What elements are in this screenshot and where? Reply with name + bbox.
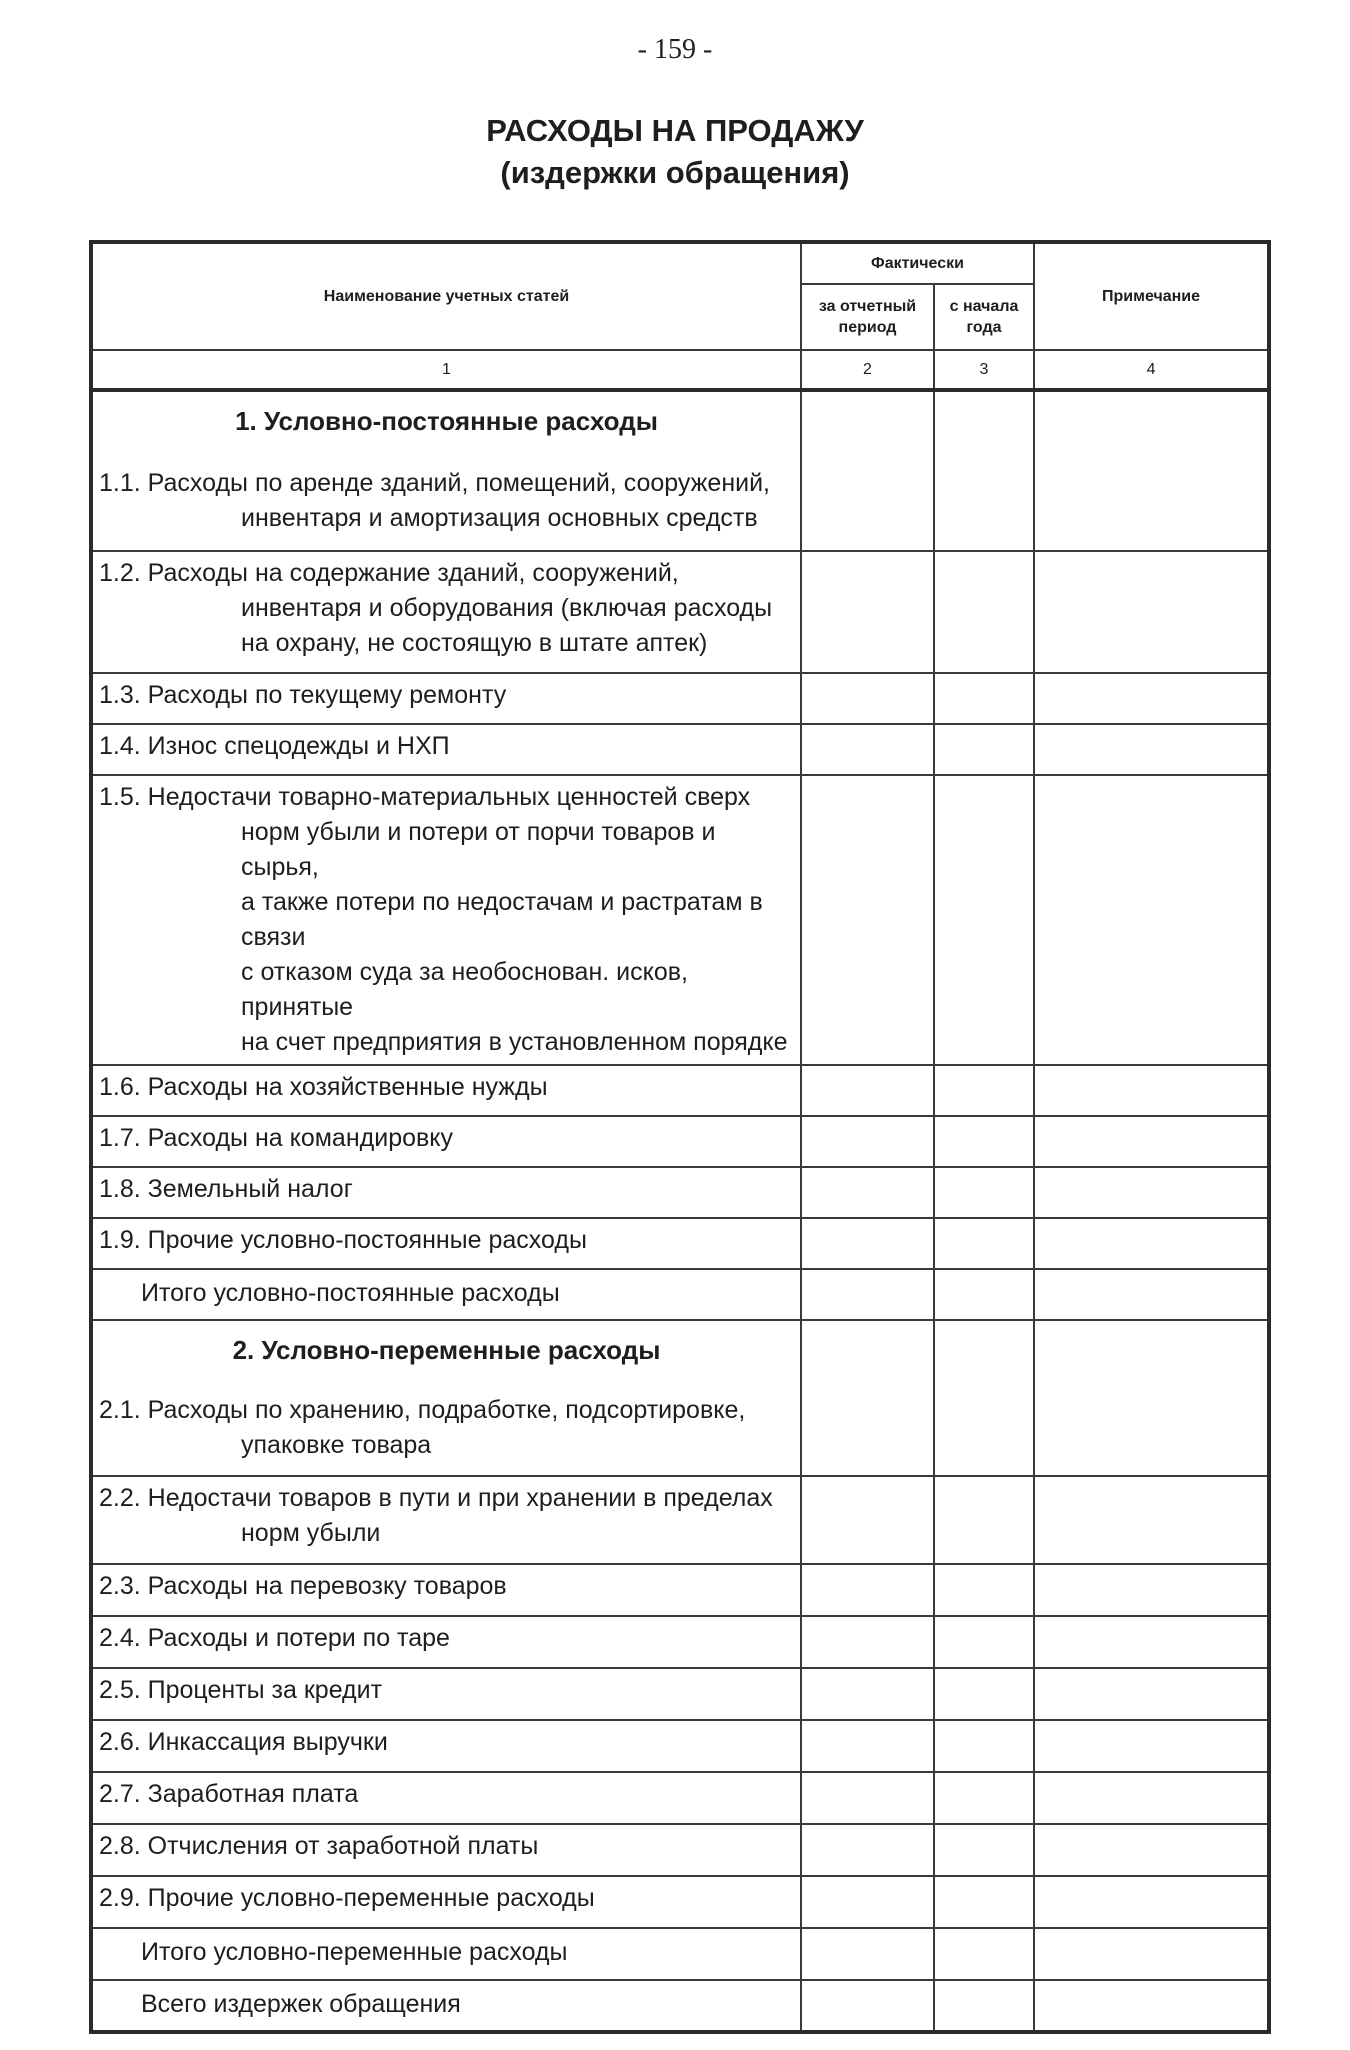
period-cell xyxy=(801,1772,934,1824)
section-1-row xyxy=(91,390,1269,551)
period-cell xyxy=(801,551,934,673)
note-cell xyxy=(1034,1065,1269,1116)
period-cell xyxy=(801,1720,934,1772)
note-cell xyxy=(1034,1116,1269,1167)
note-cell xyxy=(1034,1564,1269,1616)
period-cell xyxy=(801,1616,934,1668)
item-2-3: 2.3. Расходы на перевозку товаров xyxy=(91,1564,801,1616)
header-item-name: Наименование учетных статей xyxy=(91,242,801,350)
header-period: за отчетный период xyxy=(801,284,934,350)
column-number: 2 xyxy=(801,350,934,390)
table-row xyxy=(91,1772,1269,1824)
note-cell xyxy=(1034,673,1269,724)
period-cell xyxy=(801,1269,934,1320)
item-2-7: 2.7. Заработная плата xyxy=(91,1772,801,1824)
title-line-2: (издержки обращения) xyxy=(500,155,850,190)
item-2-6: 2.6. Инкассация выручки xyxy=(91,1720,801,1772)
item-2-1: 2.1. Расходы по хранению, подработке, подсортировке, упаковке товара xyxy=(99,1396,746,1459)
note-cell xyxy=(1034,1720,1269,1772)
note-cell xyxy=(1034,551,1269,673)
year-cell xyxy=(934,673,1034,724)
table-row-total xyxy=(91,1269,1269,1320)
period-cell xyxy=(801,1065,934,1116)
year-cell xyxy=(934,1167,1034,1218)
item-1-8: 1.8. Земельный налог xyxy=(91,1167,801,1218)
period-cell xyxy=(801,1564,934,1616)
year-cell xyxy=(934,724,1034,775)
year-cell xyxy=(934,1476,1034,1564)
column-number-row xyxy=(91,350,1269,390)
year-cell xyxy=(934,1218,1034,1269)
note-cell xyxy=(1034,1616,1269,1668)
period-cell xyxy=(801,775,934,1065)
section-1-cell xyxy=(91,390,801,551)
note-cell xyxy=(1034,724,1269,775)
year-cell xyxy=(934,1876,1034,1928)
year-cell xyxy=(934,1720,1034,1772)
table-row xyxy=(91,1065,1269,1116)
title-line-1: РАСХОДЫ НА ПРОДАЖУ xyxy=(486,113,864,148)
year-cell xyxy=(934,1564,1034,1616)
period-cell xyxy=(801,1218,934,1269)
table-row xyxy=(91,1564,1269,1616)
expense-table xyxy=(89,240,1271,2034)
section-1-title: 1. Условно-постоянные расходы xyxy=(235,406,658,436)
year-cell xyxy=(934,1824,1034,1876)
column-number: 1 xyxy=(91,350,801,390)
grand-total: Всего издержек обращения xyxy=(91,1980,801,2032)
header-actual: Фактически xyxy=(801,242,1034,284)
period-cell xyxy=(801,1668,934,1720)
header-note: Примечание xyxy=(1034,242,1269,350)
table-row xyxy=(91,1720,1269,1772)
table-row xyxy=(91,1476,1269,1564)
note-cell xyxy=(1034,1824,1269,1876)
table-row xyxy=(91,724,1269,775)
note-cell xyxy=(1034,1167,1269,1218)
note-cell xyxy=(1034,1876,1269,1928)
table-row xyxy=(91,1876,1269,1928)
year-cell xyxy=(934,1065,1034,1116)
note-cell xyxy=(1034,1668,1269,1720)
period-cell xyxy=(801,1116,934,1167)
table-row xyxy=(91,1116,1269,1167)
section-2-title: 2. Условно-переменные расходы xyxy=(232,1335,661,1365)
table-row xyxy=(91,1824,1269,1876)
table-row xyxy=(91,673,1269,724)
item-1-5: 1.5. Недостачи товарно-материальных ценностей сверх норм убыли и потери от порчи товаров и сырья, а также потери по недостачам и растратам в связи с отказом суда за необоснован. исков, принятые на счет предприятия в установленном порядке xyxy=(91,775,801,1065)
total-section-1: Итого условно-постоянные расходы xyxy=(91,1269,801,1320)
header-row-1 xyxy=(91,242,1269,284)
year-cell xyxy=(934,1116,1034,1167)
period-cell xyxy=(801,1980,934,2032)
table-row xyxy=(91,1218,1269,1269)
period-cell xyxy=(801,1824,934,1876)
item-2-8: 2.8. Отчисления от заработной платы xyxy=(91,1824,801,1876)
item-2-5: 2.5. Проценты за кредит xyxy=(91,1668,801,1720)
period-cell xyxy=(801,1476,934,1564)
year-cell xyxy=(934,1616,1034,1668)
period-cell xyxy=(801,1928,934,1980)
year-cell xyxy=(934,390,1034,551)
item-2-2: 2.2. Недостачи товаров в пути и при хранении в пределах норм убыли xyxy=(91,1476,801,1564)
section-2-cell xyxy=(91,1320,801,1476)
section-2-row xyxy=(91,1320,1269,1476)
note-cell xyxy=(1034,1980,1269,2032)
column-number: 3 xyxy=(934,350,1034,390)
document-title xyxy=(0,110,1350,194)
column-number: 4 xyxy=(1034,350,1269,390)
item-1-6: 1.6. Расходы на хозяйственные нужды xyxy=(91,1065,801,1116)
year-cell xyxy=(934,775,1034,1065)
note-cell xyxy=(1034,1218,1269,1269)
header-from-start: с начала года xyxy=(934,284,1034,350)
year-cell xyxy=(934,1320,1034,1476)
item-2-4: 2.4. Расходы и потери по таре xyxy=(91,1616,801,1668)
item-2-9: 2.9. Прочие условно-переменные расходы xyxy=(91,1876,801,1928)
table-row xyxy=(91,775,1269,1065)
table-row xyxy=(91,551,1269,673)
year-cell xyxy=(934,1928,1034,1980)
total-section-2: Итого условно-переменные расходы xyxy=(91,1928,801,1980)
page-number: - 159 - xyxy=(637,34,713,65)
note-cell xyxy=(1034,390,1269,551)
item-1-7: 1.7. Расходы на командировку xyxy=(91,1116,801,1167)
year-cell xyxy=(934,1980,1034,2032)
period-cell xyxy=(801,1320,934,1476)
period-cell xyxy=(801,673,934,724)
period-cell xyxy=(801,1167,934,1218)
item-1-1: 1.1. Расходы по аренде зданий, помещений, сооружений, инвентаря и амортизация основных средств xyxy=(99,469,770,532)
table-row xyxy=(91,1668,1269,1720)
year-cell xyxy=(934,1269,1034,1320)
note-cell xyxy=(1034,1928,1269,1980)
note-cell xyxy=(1034,1269,1269,1320)
note-cell xyxy=(1034,1772,1269,1824)
table-row-grand-total xyxy=(91,1980,1269,2032)
item-1-9: 1.9. Прочие условно-постоянные расходы xyxy=(91,1218,801,1269)
table-row-total xyxy=(91,1928,1269,1980)
item-1-2: 1.2. Расходы на содержание зданий, сооружений, инвентаря и оборудования (включая расходы на охрану, не состоящую в штате аптек) xyxy=(91,551,801,673)
item-1-4: 1.4. Износ спецодежды и НХП xyxy=(91,724,801,775)
note-cell xyxy=(1034,1476,1269,1564)
table-row xyxy=(91,1167,1269,1218)
year-cell xyxy=(934,551,1034,673)
note-cell xyxy=(1034,1320,1269,1476)
period-cell xyxy=(801,724,934,775)
year-cell xyxy=(934,1668,1034,1720)
period-cell xyxy=(801,390,934,551)
year-cell xyxy=(934,1772,1034,1824)
table-row xyxy=(91,1616,1269,1668)
note-cell xyxy=(1034,775,1269,1065)
item-1-3: 1.3. Расходы по текущему ремонту xyxy=(91,673,801,724)
period-cell xyxy=(801,1876,934,1928)
